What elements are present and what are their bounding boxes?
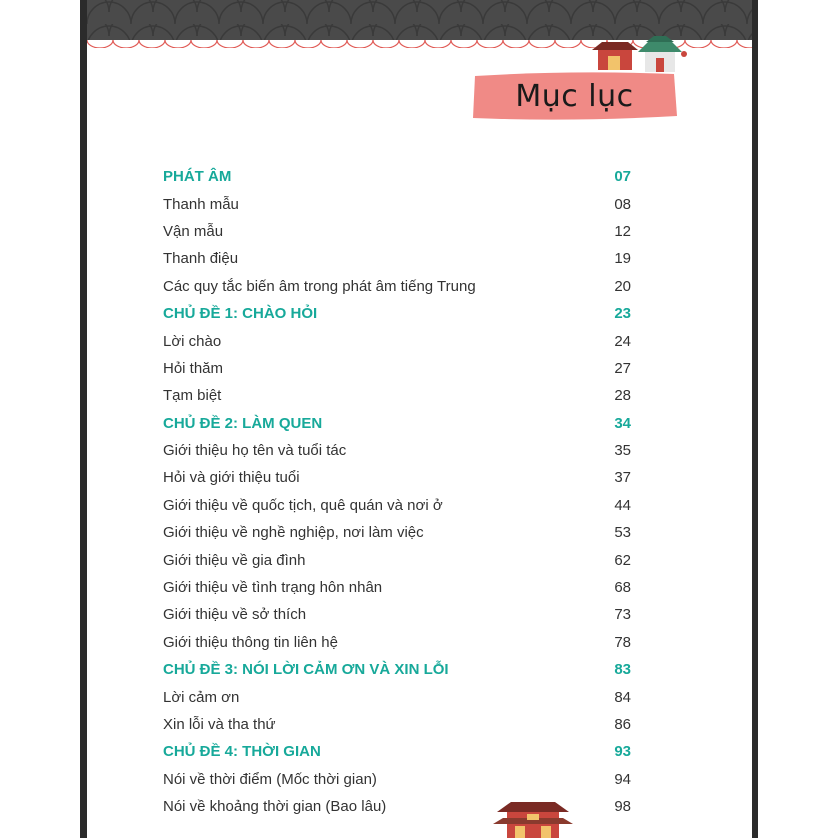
toc-entry-title: Thanh mẫu [163, 195, 239, 213]
toc-page-number: 98 [614, 798, 631, 816]
toc-section-title: CHỦ ĐỀ 4: THỜI GIAN [163, 743, 321, 761]
toc-section-row [163, 410, 631, 437]
table-of-contents [163, 163, 631, 820]
toc-entry-row [163, 546, 631, 573]
toc-page-number: 23 [614, 305, 631, 323]
toc-entry-row [163, 218, 631, 245]
toc-entry-title: Thanh điệu [163, 250, 239, 268]
toc-entry-row [163, 492, 631, 519]
toc-page-number: 62 [614, 551, 631, 569]
toc-page-number: 19 [614, 250, 631, 268]
toc-page-number: 44 [614, 496, 631, 514]
toc-section-row [163, 163, 631, 190]
page-title: Mục lục [515, 78, 634, 114]
toc-entry-row [163, 273, 631, 300]
toc-page-number: 83 [614, 661, 631, 679]
toc-page-number: 73 [614, 606, 631, 624]
toc-entry-title: Tạm biệt [163, 387, 222, 405]
toc-page-number: 20 [614, 277, 631, 295]
toc-entry-title: Giới thiệu về gia đình [163, 551, 306, 569]
toc-entry-row [163, 574, 631, 601]
toc-entry-title: Nói về khoảng thời gian (Bao lâu) [163, 798, 387, 816]
toc-entry-title: Giới thiệu về tình trạng hôn nhân [163, 579, 383, 597]
toc-entry-row [163, 519, 631, 546]
toc-entry-title: Hỏi thăm [163, 359, 224, 377]
toc-section-row [163, 656, 631, 683]
toc-page-number: 78 [614, 633, 631, 651]
toc-page-number: 93 [614, 743, 631, 761]
page-edge-left [80, 0, 87, 838]
toc-page-number: 68 [614, 579, 631, 597]
toc-section-title: CHỦ ĐỀ 2: LÀM QUEN [163, 414, 323, 432]
toc-page-number: 08 [614, 195, 631, 213]
toc-entry-row [163, 190, 631, 217]
toc-entry-row [163, 629, 631, 656]
toc-page-number: 28 [614, 387, 631, 405]
toc-page-number: 34 [614, 414, 631, 432]
toc-section-title: CHỦ ĐỀ 3: NÓI LỜI CẢM ƠN VÀ XIN LỖI [163, 661, 449, 679]
toc-page-number: 86 [614, 716, 631, 733]
toc-section-row [163, 738, 631, 765]
page-edge-right [752, 0, 758, 838]
toc-entry-title: Giới thiệu thông tin liên hệ [163, 633, 338, 651]
temple-illustration-bottom [493, 798, 573, 838]
toc-page-number: 27 [614, 359, 631, 377]
toc-entry-row [163, 327, 631, 354]
toc-entry-title: Lời cảm ơn [163, 688, 240, 706]
toc-entry-row [163, 711, 631, 738]
toc-entry-title: Xin lỗi và tha thứ [163, 716, 276, 733]
toc-entry-row [163, 437, 631, 464]
toc-entry-title: Các quy tắc biến âm trong phát âm tiếng Trung [163, 277, 476, 295]
toc-entry-title: Hỏi và giới thiệu tuổi [163, 469, 300, 487]
toc-entry-title: Lời chào [163, 332, 222, 350]
toc-section-row [163, 300, 631, 327]
toc-entry-row [163, 245, 631, 272]
toc-page-number: 94 [614, 770, 631, 788]
toc-entry-title: Vận mẫu [163, 222, 224, 240]
toc-entry-title: Giới thiệu về sở thích [163, 606, 307, 624]
toc-page-number: 35 [614, 442, 631, 460]
toc-page-number: 24 [614, 332, 631, 350]
toc-entry-row [163, 683, 631, 710]
toc-entry-row [163, 355, 631, 382]
toc-page-number: 53 [614, 524, 631, 542]
temple-illustration-top [590, 34, 690, 74]
toc-entry-title: Giới thiệu về quốc tịch, quê quán và nơi ở [163, 496, 443, 514]
toc-entry-row [163, 601, 631, 628]
toc-entry-row [163, 464, 631, 491]
toc-page-number: 84 [614, 688, 631, 706]
toc-entry-title: Giới thiệu họ tên và tuổi tác [163, 442, 347, 460]
toc-entry-row [163, 766, 631, 793]
toc-section-title: CHỦ ĐỀ 1: CHÀO HỎI [163, 305, 318, 323]
toc-page-number: 37 [614, 469, 631, 487]
toc-entry-title: Nói về thời điểm (Mốc thời gian) [163, 770, 377, 788]
toc-entry-row [163, 382, 631, 409]
toc-section-title: PHÁT ÂM [163, 168, 232, 186]
toc-entry-title: Giới thiệu về nghề nghiệp, nơi làm việc [163, 524, 424, 542]
toc-page-number: 12 [614, 222, 631, 240]
toc-page-number: 07 [614, 168, 631, 186]
